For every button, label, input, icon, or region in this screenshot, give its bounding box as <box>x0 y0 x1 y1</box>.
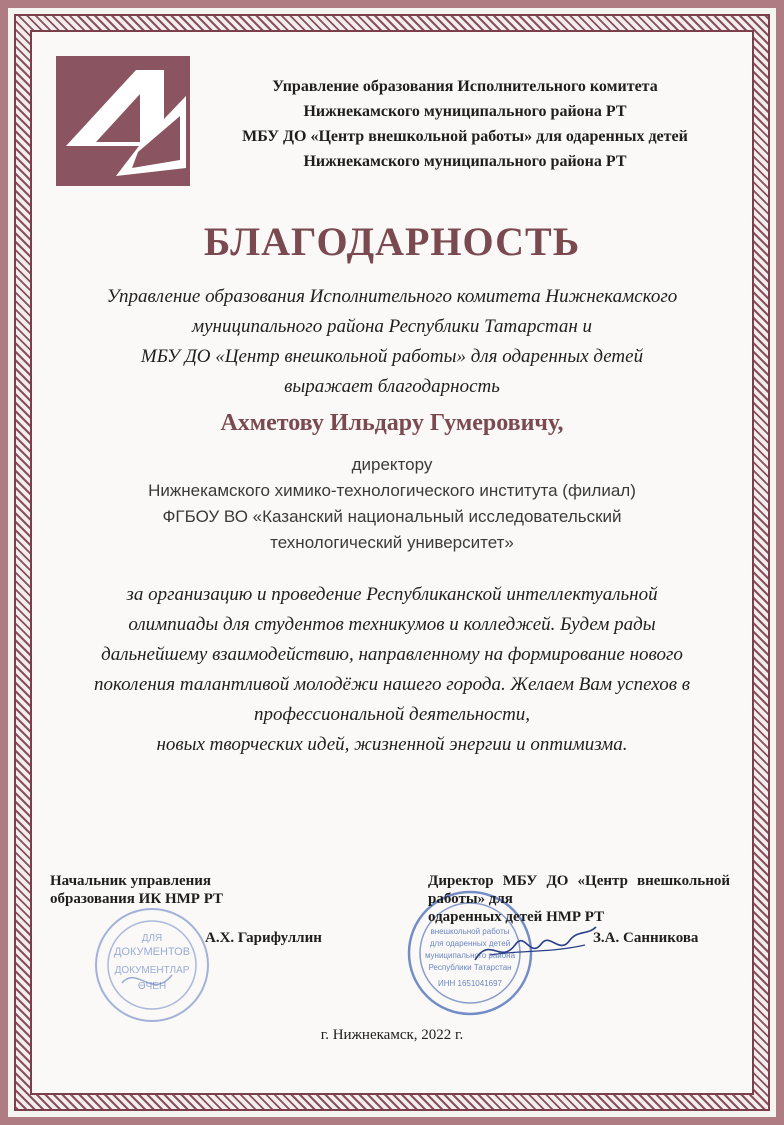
right-signatory-title <box>428 872 730 926</box>
left-stamp <box>92 905 212 1025</box>
body-line: поколения талантливой молодёжи нашего города. Желаем Вам успехов в <box>93 674 690 695</box>
intro-line: Управление образования Исполнительного комитета Нижнекамского <box>106 286 678 307</box>
stamp-text: внешкольной работы <box>430 927 510 936</box>
stamp-text: ИНН 1651041697 <box>437 979 503 988</box>
intro-text <box>50 282 734 402</box>
recipient-organization <box>60 452 724 556</box>
issuer-header <box>200 74 730 174</box>
stamp-text: ДОКУМЕНТОВ <box>113 946 191 958</box>
signatory-title-line: одаренных детей НМР РТ <box>428 909 605 925</box>
body-line: за организацию и проведение Республиканской интеллектуальной <box>126 584 658 605</box>
right-signatory-name: З.А. Санникова <box>593 930 699 946</box>
body-line: профессиональной деятельности, <box>253 704 531 725</box>
maroon-square-logo-icon <box>56 56 190 186</box>
stamp-text: ДЛЯ <box>141 933 163 944</box>
stamp-text: для одаренных детей <box>429 939 511 948</box>
header-line: Нижнекамского муниципального района РТ <box>303 103 627 120</box>
stamp-text: ДОКУМЕНТЛАР <box>114 965 190 976</box>
org-line: технологический университет» <box>270 533 514 552</box>
signatory-title-line: Директор МБУ ДО «Центр внешкольной работы» для <box>428 873 730 907</box>
org-line: ФГБОУ ВО «Казанский национальный исследовательский <box>162 507 622 526</box>
org-line: директору <box>351 455 433 474</box>
body-line: олимпиады для студентов техникумов и колледжей. Будем рады <box>128 614 656 635</box>
left-signatory-title <box>50 872 350 908</box>
org-line: Нижнекамского химико-технологического института (филиал) <box>148 481 636 500</box>
document-title: БЛАГОДАРНОСТЬ <box>203 219 581 264</box>
stamp-text: ӨЧЕН <box>137 981 167 992</box>
stamp-text: Республики Татарстан <box>428 963 512 972</box>
left-signatory-name: А.Х. Гарифуллин <box>205 930 322 946</box>
body-line: новых творческих идей, жизненной энергии и оптимизма. <box>156 734 628 755</box>
signatory-title-line: образования ИК НМР РТ <box>50 891 224 907</box>
gratitude-text <box>44 580 740 760</box>
intro-line: МБУ ДО «Центр внешкольной работы» для одаренных детей <box>140 346 644 367</box>
header-line: Управление образования Исполнительного комитета <box>272 78 658 95</box>
intro-line: выражает благодарность <box>284 376 500 397</box>
header-line: МБУ ДО «Центр внешкольной работы» для одаренных детей <box>242 128 688 145</box>
signatory-title-line: Начальник управления <box>50 873 212 889</box>
header-line: Нижнекамского муниципального района РТ <box>303 153 627 170</box>
intro-line: муниципального района Республики Татарстан и <box>191 316 593 337</box>
body-line: дальнейшему взаимодействию, направленному на формирование нового <box>101 644 683 665</box>
stamp-text: муниципального района <box>424 951 516 960</box>
recipient-name: Ахметову Ильдару Гумеровичу, <box>220 410 564 436</box>
place-and-date: г. Нижнекамск, 2022 г. <box>320 1027 464 1043</box>
